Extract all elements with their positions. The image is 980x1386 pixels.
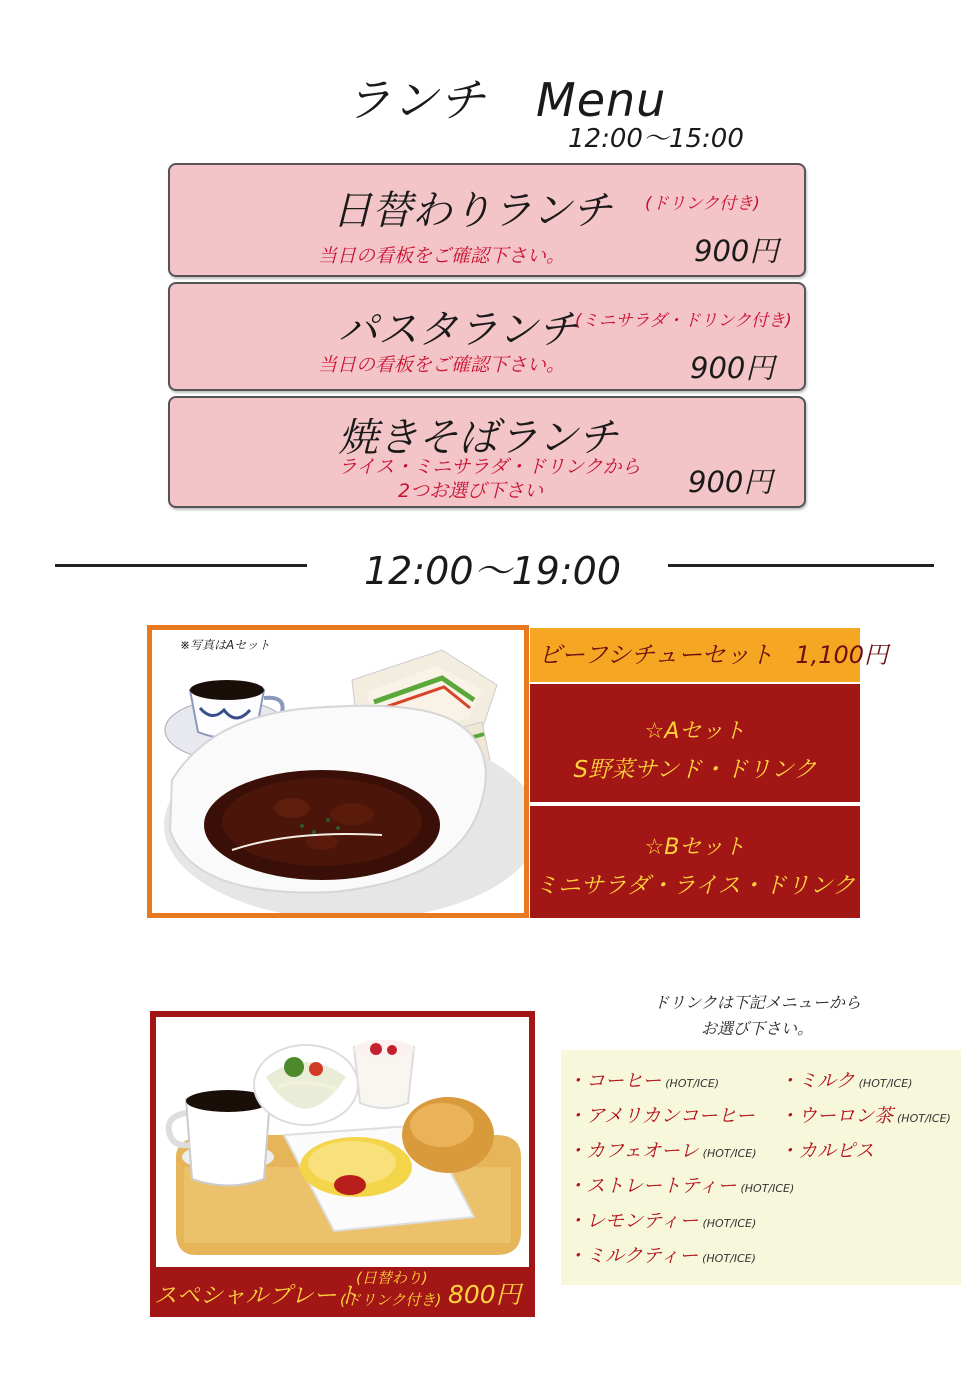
special-plate-note1: (日替わり): [356, 1269, 428, 1287]
lunch-note: (ミニサラダ・ドリンク付き): [575, 311, 792, 331]
special-plate-name: スペシャルプレート: [154, 1283, 360, 1309]
lunch-item-pasta: [168, 282, 806, 391]
lunch-name: 日替わりランチ: [332, 188, 612, 234]
drink-item: ・ストレートティー (HOT/ICE): [567, 1175, 795, 1197]
beef-stew-header: [530, 628, 889, 682]
set-b-panel: [530, 806, 860, 918]
lunch-desc-line1: ライス・ミニサラダ・ドリンクから: [338, 456, 641, 478]
drinks-note-line1: ドリンクは下記メニューから: [653, 993, 861, 1012]
divider-right: [668, 564, 934, 567]
set-b-title: ☆Bセット: [644, 835, 746, 860]
drinks-list: [561, 1050, 961, 1285]
lunch-name: 焼きそばランチ: [338, 415, 618, 461]
special-plate-photo: [156, 1017, 529, 1267]
lunch-name: パスタランチ: [338, 307, 578, 353]
lunch-price: 900円: [688, 465, 773, 499]
special-plate-card: [150, 1011, 535, 1317]
drinks-note-line2: お選び下さい。: [700, 1019, 813, 1038]
drink-item: ・カフェオーレ (HOT/ICE): [567, 1140, 757, 1162]
beef-stew-photo: [147, 625, 529, 918]
lunch-price: 900円: [690, 351, 775, 385]
special-plate-price: 800円: [448, 1280, 521, 1309]
lunch-desc: 当日の看板をご確認下さい。: [318, 354, 566, 376]
set-a-desc: S野菜サンド・ドリンク: [573, 757, 817, 783]
lunch-desc: 当日の看板をご確認下さい。: [318, 245, 566, 267]
afternoon-hours: 12:00～19:00: [364, 549, 622, 593]
lunch-desc-line2: 2つお選び下さい: [398, 480, 544, 502]
drink-item: ・ウーロン茶 (HOT/ICE): [779, 1105, 951, 1127]
drink-item: ・レモンティー (HOT/ICE): [567, 1210, 757, 1232]
drink-item: ・アメリカンコーヒー: [567, 1105, 755, 1127]
lunch-item-daily: [168, 163, 806, 277]
set-a-panel: [530, 684, 860, 802]
title-menu: Menu: [536, 73, 667, 127]
drink-item: ・ミルク (HOT/ICE): [779, 1070, 913, 1092]
photo-caption: ※写真はAセット: [180, 638, 271, 652]
special-plate-image: [156, 1017, 529, 1267]
set-a-title: ☆Aセット: [644, 719, 746, 744]
beef-stew-name: ビーフシチューセット: [538, 641, 774, 669]
special-plate-note2: (ドリンク付き): [340, 1291, 442, 1309]
title-jp: ランチ: [345, 73, 486, 127]
drinks-note: [612, 990, 902, 1042]
lunch-hours: 12:00～15:00: [568, 124, 744, 154]
drink-item: ・カルピス: [779, 1140, 875, 1162]
drink-item: ・ミルクティー (HOT/ICE): [567, 1245, 756, 1267]
beef-stew-price: 1,100円: [795, 641, 889, 669]
set-b-desc: ミニサラダ・ライス・ドリンク: [534, 873, 856, 899]
drink-item: ・コーヒー (HOT/ICE): [567, 1070, 720, 1092]
lunch-item-yakisoba: [168, 396, 806, 508]
divider-left: [55, 564, 307, 567]
lunch-price: 900円: [694, 234, 779, 268]
beef-stew-image: [152, 630, 524, 913]
lunch-note: (ドリンク付き): [645, 194, 760, 214]
